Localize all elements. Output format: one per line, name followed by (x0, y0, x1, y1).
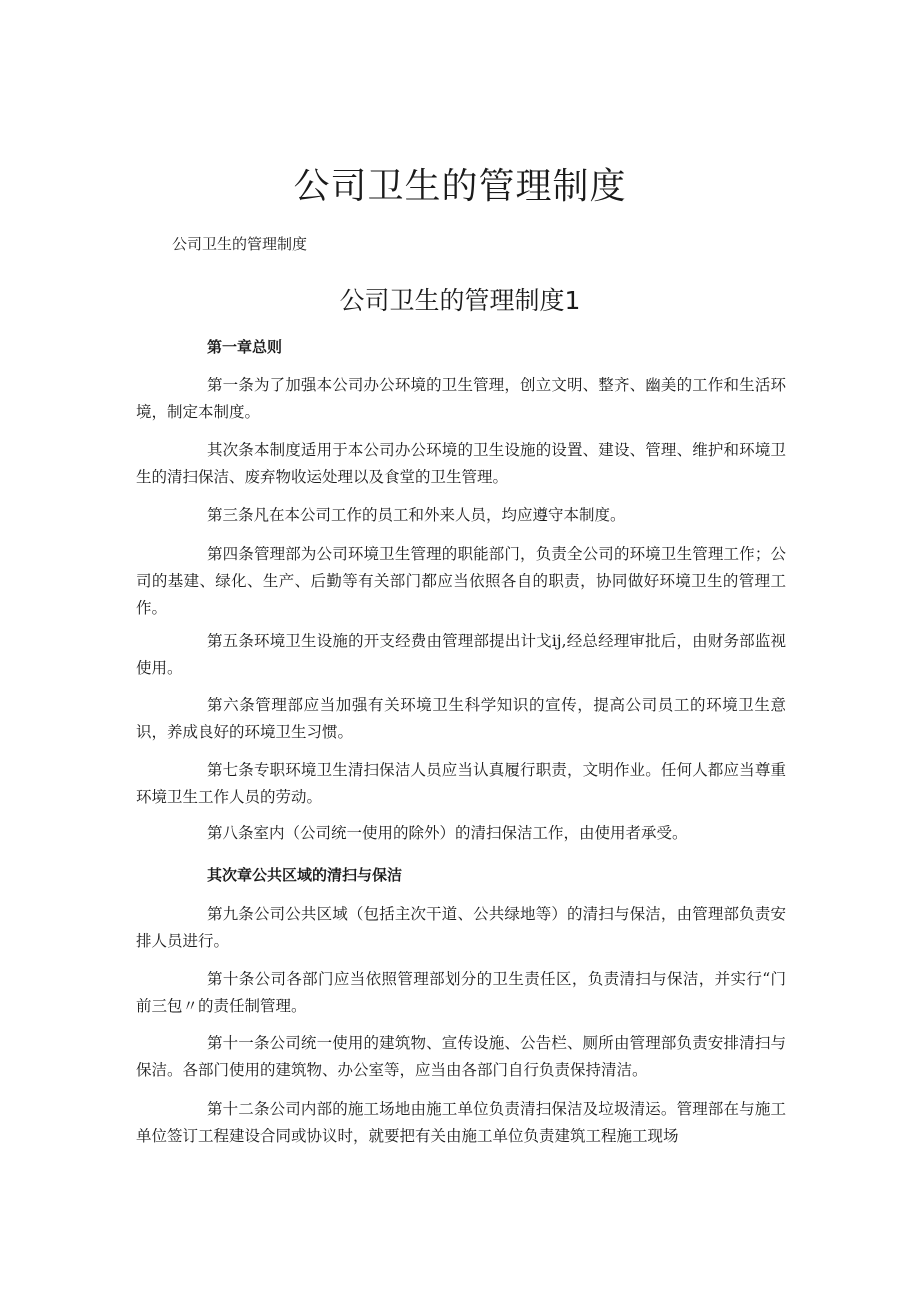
article-5: 第五条环境卫生设施的开支经费由管理部提出计戈ij,经总经理审批后，由财务部监视使用。 (136, 632, 786, 677)
article-7: 第七条专职环境卫生清扫保洁人员应当认真履行职责，文明作业。任何人都应当尊重环境卫生工作人员的劳动。 (136, 761, 786, 806)
article-10: 第十条公司各部门应当依照管理部划分的卫生责任区，负责清扫与保洁，并实行“门前三包〃的责任制管理。 (136, 970, 786, 1015)
article-4: 第四条管理部为公司环境卫生管理的职能部门，负责全公司的环境卫生管理工作；公司的基建、绿化、生产、后勤等有关部门都应当依照各自的职责，协同做好环境卫生的管理工作。 (136, 545, 786, 617)
section-title: 公司卫生的管理制度1 (339, 286, 581, 315)
article-6: 第六条管理部应当加强有关环境卫生科学知识的宣传，提高公司员工的环境卫生意识，养成良好的环境卫生习惯。 (136, 696, 786, 741)
document-title: 公司卫生的管理制度 (293, 166, 627, 207)
chapter-heading-1: 第一章总则 (207, 338, 283, 356)
article-12: 第十二条公司内部的施工场地由施工单位负责清扫保洁及垃圾清运。管理部在与施工单位签订工程建设合同或协议时，就要把有关由施工单位负责建筑工程施工现场 (136, 1100, 786, 1145)
article-1: 第一条为了加强本公司办公环境的卫生管理，创立文明、整齐、幽美的工作和生活环境，制定本制度。 (136, 376, 786, 421)
chapter-heading-2: 其次章公共区域的清扫与保洁 (207, 866, 403, 884)
article-9: 第九条公司公共区域（包括主次干道、公共绿地等）的清扫与保洁，由管理部负责安排人员进行。 (136, 905, 786, 950)
article-2: 其次条本制度适用于本公司办公环境的卫生设施的设置、建设、管理、维护和环境卫生的清扫保洁、废弃物收运处理以及食堂的卫生管理。 (136, 441, 786, 486)
article-8: 第八条室内（公司统一使用的除外）的清扫保洁工作，由使用者承受。 (207, 824, 688, 842)
article-11: 第十一条公司统一使用的建筑物、宣传设施、公告栏、厕所由管理部负责安排清扫与保洁。各部门使用的建筑物、办公室等，应当由各部门自行负责保持清洁。 (136, 1034, 786, 1079)
document-subtitle: 公司卫生的管理制度 (172, 235, 308, 253)
article-3: 第三条凡在本公司工作的员工和外来人员，均应遵守本制度。 (207, 506, 626, 524)
